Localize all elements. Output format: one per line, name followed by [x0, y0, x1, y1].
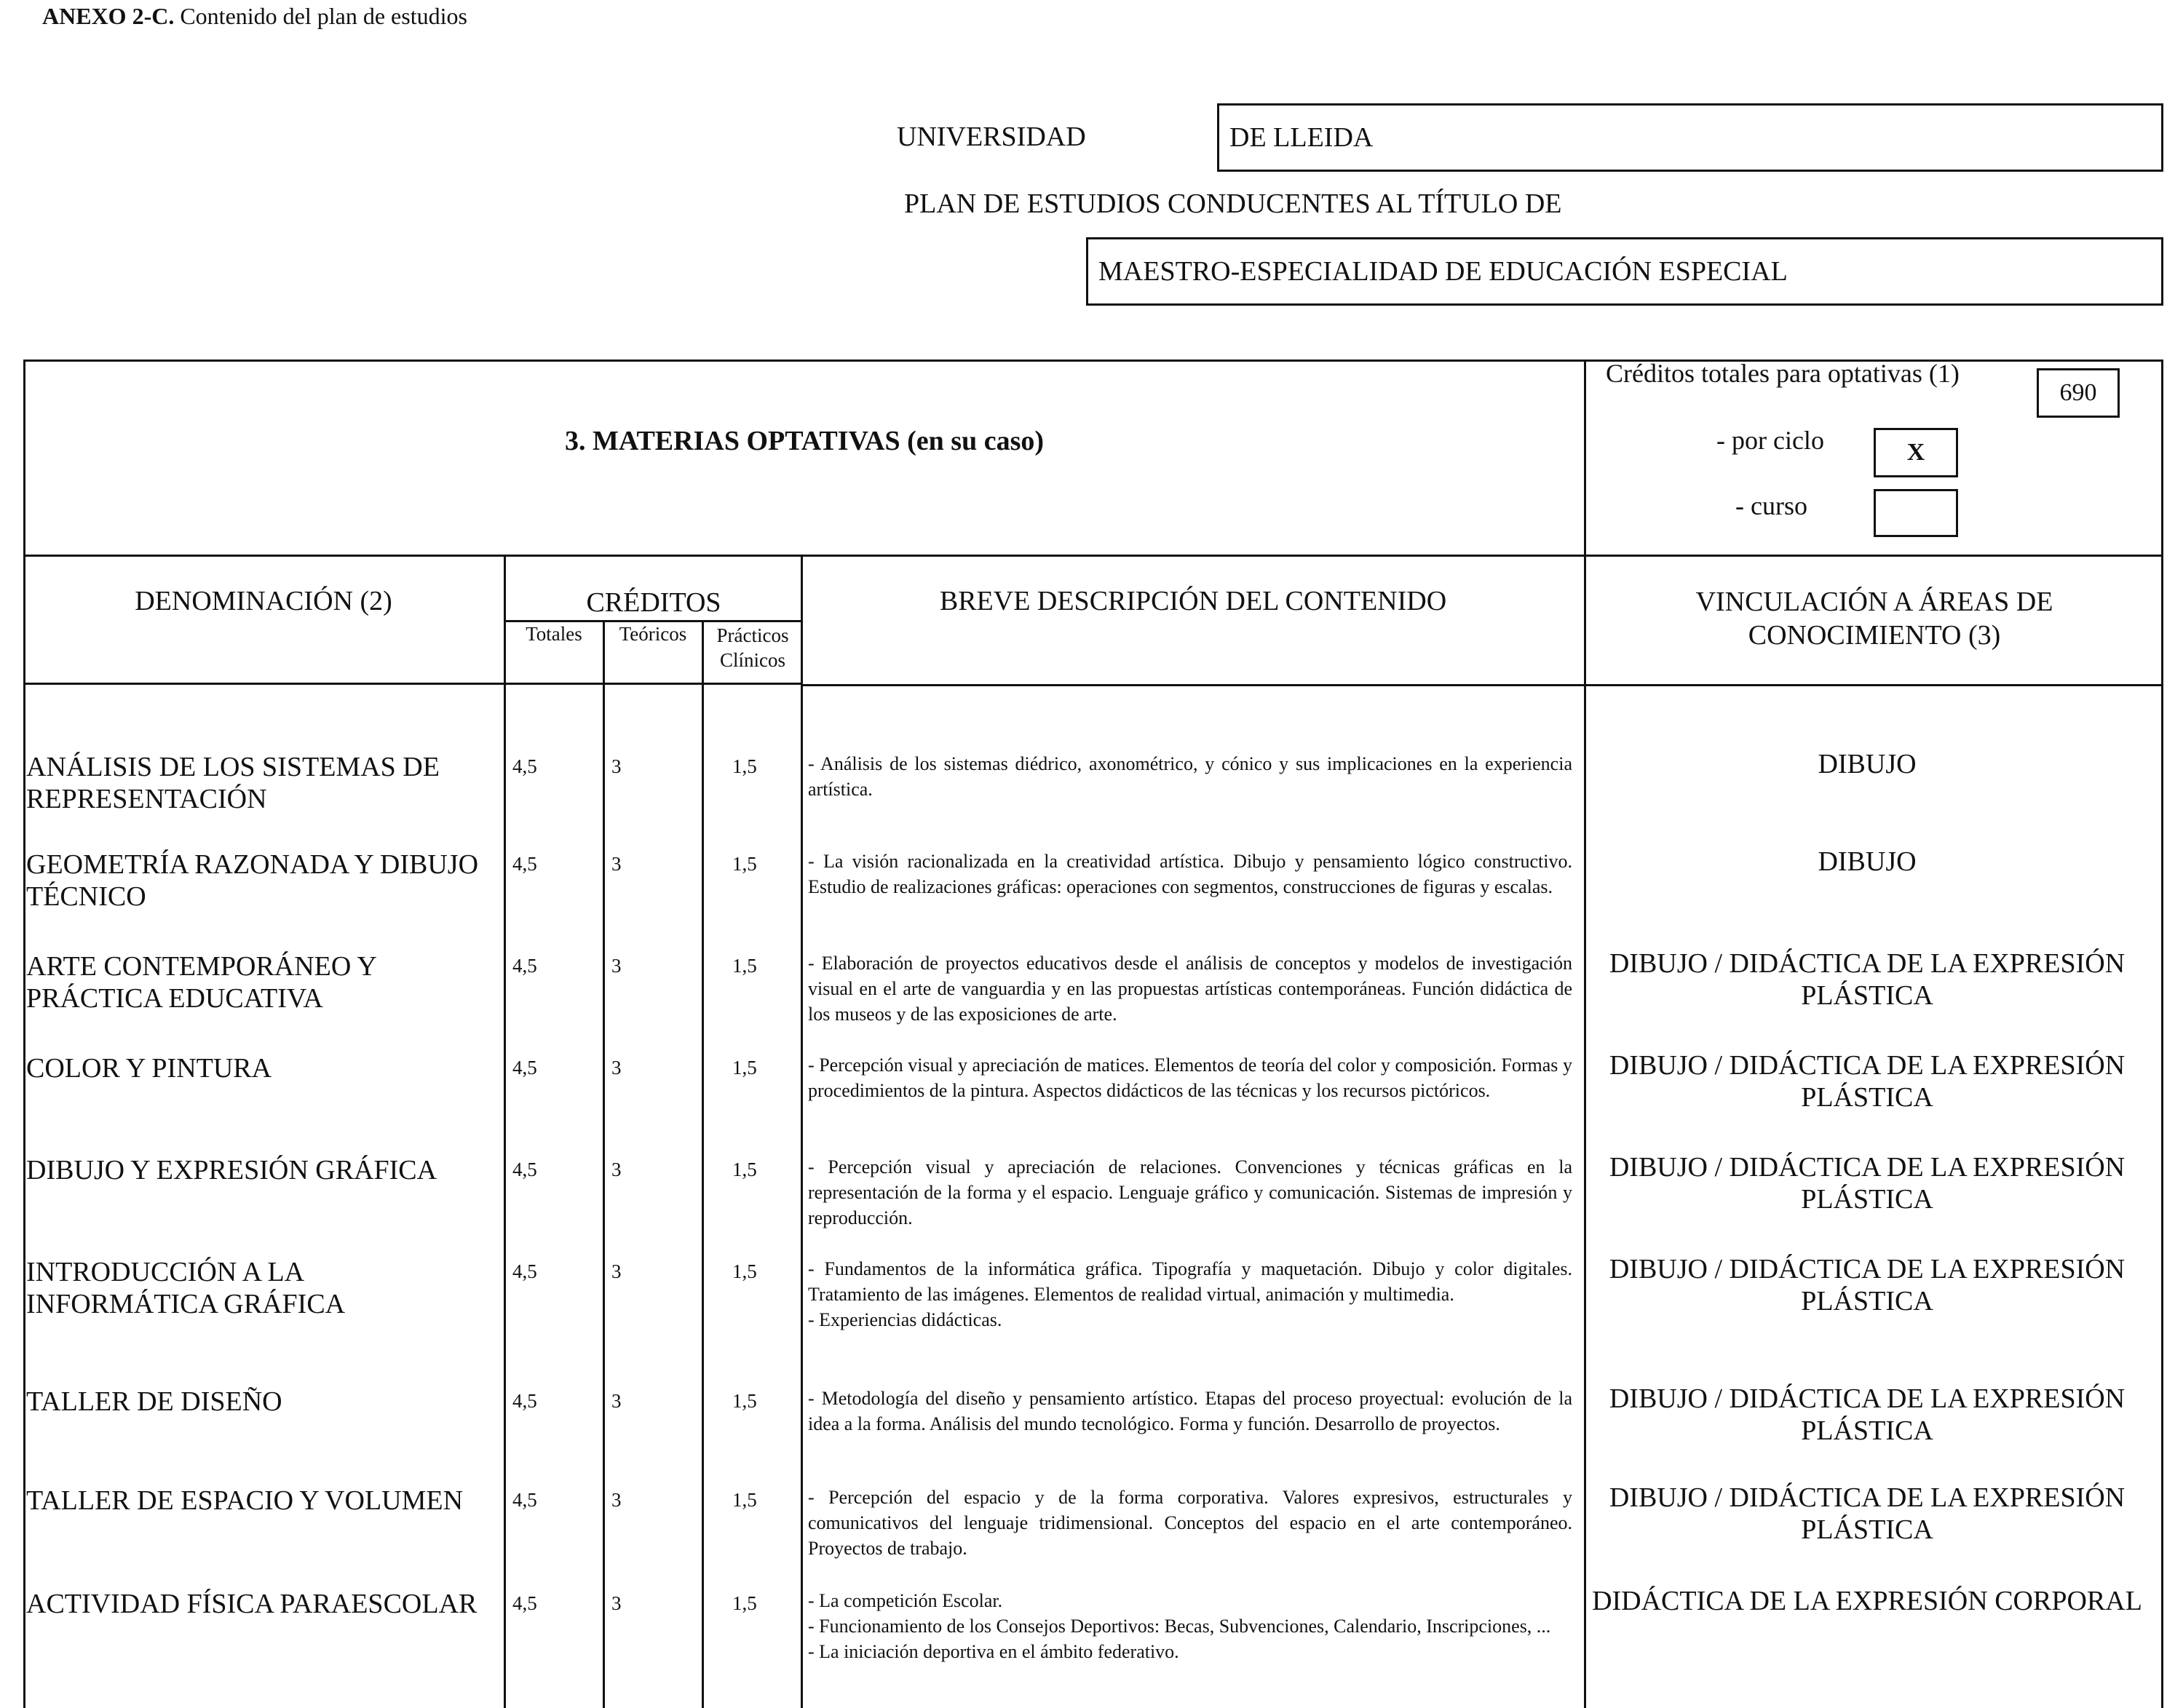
- divider-area-col: [1584, 360, 1586, 1708]
- header-bottom-line-left: [23, 683, 802, 685]
- subject-area: DIBUJO / DIDÁCTICA DE LA EXPRESIÓN PLÁSTICA: [1609, 948, 2126, 1011]
- subject-name: COLOR Y PINTURA: [26, 1053, 272, 1084]
- annex-number: ANEXO 2-C.: [42, 3, 175, 29]
- subject-description: - Fundamentos de la informática gráfica. Tipografía y maquetación. Dibujo y color digitales. Tratamiento de las imágenes. Elementos de realidad virtual, animación y multimedia. - Experiencias didácticas.: [808, 1258, 1572, 1330]
- col-creditos: CRÉDITOS: [586, 587, 721, 618]
- credits-teoricos: 3: [611, 1159, 622, 1180]
- subject-name: INTRODUCCIÓN A LA INFORMÁTICA GRÁFICA: [26, 1257, 346, 1319]
- col-vinculacion-line2: CONOCIMIENTO (3): [1748, 620, 2001, 651]
- universidad-box: [1217, 103, 2163, 172]
- subject-description: - La competición Escolar. - Funcionamiento de los Consejos Deportivos: Becas, Subvenciones, Calendario, Inscripciones, ... - La iniciación deportiva en el ámbito federativo.: [808, 1590, 1551, 1662]
- divider-totales-col: [603, 620, 605, 1708]
- annex-heading: [42, 3, 467, 30]
- credits-teoricos: 3: [611, 1260, 622, 1282]
- subject-name: DIBUJO Y EXPRESIÓN GRÁFICA: [26, 1155, 437, 1185]
- titulo-value: MAESTRO-ESPECIALIDAD DE EDUCACIÓN ESPECIAL: [1098, 256, 1788, 287]
- credits-practicos: 1,5: [732, 1159, 757, 1180]
- subject-description: - La visión racionalizada en la creatividad artística. Dibujo y pensamiento lógico constructivo. Estudio de realizaciones gráficas: operaciones con segmentos, construcciones de figuras y escalas.: [808, 851, 1572, 897]
- curso-box: [1874, 489, 1958, 537]
- subject-name: TALLER DE ESPACIO Y VOLUMEN: [26, 1485, 464, 1516]
- credits-totales: 4,5: [512, 1390, 537, 1412]
- col-denominacion: DENOMINACIÓN (2): [135, 586, 392, 616]
- col-vinculacion: [1585, 585, 2163, 652]
- subject-description: - Metodología del diseño y pensamiento artístico. Etapas del proceso proyectual: evolución de la idea a la forma. Análisis del mundo tecnológico. Forma y función. Desarrollo de proyectos.: [808, 1388, 1572, 1434]
- subject-description: - Elaboración de proyectos educativos desde el análisis de conceptos y modelos de investigación visual en el arte de vanguardia y en las propuestas artísticas contemporáneas. Función didáctica de los museos y de las exposiciones de arte.: [808, 953, 1572, 1025]
- col-descripcion: BREVE DESCRIPCIÓN DEL CONTENIDO: [939, 586, 1447, 616]
- credits-teoricos: 3: [611, 1489, 622, 1511]
- subject-area: DIBUJO: [1818, 749, 1917, 779]
- credits-practicos: 1,5: [732, 1592, 757, 1614]
- header-top-line: [23, 555, 2163, 557]
- col-practicos-line1: Prácticos: [716, 624, 789, 646]
- subject-name: ACTIVIDAD FÍSICA PARAESCOLAR: [26, 1589, 478, 1619]
- credits-totales: 4,5: [512, 955, 537, 977]
- credits-teoricos: 3: [611, 955, 622, 977]
- por-ciclo-value: X: [1906, 439, 1925, 466]
- section-title: 3. MATERIAS OPTATIVAS (en su caso): [564, 426, 1045, 456]
- subject-name: TALLER DE DISEÑO: [26, 1386, 282, 1417]
- credits-practicos: 1,5: [732, 1260, 757, 1282]
- credits-totales: 4,5: [512, 1260, 537, 1282]
- subject-area: DIBUJO / DIDÁCTICA DE LA EXPRESIÓN PLÁSTICA: [1609, 1050, 2126, 1113]
- plan-label: PLAN DE ESTUDIOS CONDUCENTES AL TÍTULO DE: [904, 188, 1562, 219]
- subject-area: DIBUJO / DIDÁCTICA DE LA EXPRESIÓN PLÁSTICA: [1609, 1482, 2126, 1545]
- por-ciclo-label: - por ciclo: [1716, 426, 1824, 455]
- subject-area: DIBUJO / DIDÁCTICA DE LA EXPRESIÓN PLÁSTICA: [1609, 1152, 2126, 1215]
- subject-description: - Percepción visual y apreciación de relaciones. Convenciones y técnicas gráficas en la representación de la forma y el espacio. Lenguaje gráfico y comunicación. Sistemas de impresión y reproducción.: [808, 1156, 1572, 1228]
- credits-teoricos: 3: [611, 755, 622, 777]
- credits-teoricos: 3: [611, 1057, 622, 1079]
- credits-totales: 4,5: [512, 1159, 537, 1180]
- creditos-totales-box: [2037, 368, 2120, 418]
- col-practicos-line2: Clínicos: [719, 649, 785, 671]
- titulo-box: [1086, 237, 2163, 306]
- credits-totales: 4,5: [512, 1592, 537, 1614]
- header-bottom-line-right: [802, 684, 2163, 686]
- col-totales: Totales: [526, 623, 582, 645]
- credits-practicos: 1,5: [732, 955, 757, 977]
- subject-name: GEOMETRÍA RAZONADA Y DIBUJO TÉCNICO: [26, 849, 479, 912]
- col-teoricos: Teóricos: [619, 623, 687, 645]
- credits-totales: 4,5: [512, 1489, 537, 1511]
- por-ciclo-box: [1874, 428, 1958, 477]
- creditos-totales-label: Créditos totales para optativas (1): [1606, 359, 1960, 388]
- credits-totales: 4,5: [512, 1057, 537, 1079]
- divider-teoricos-col: [702, 620, 704, 1708]
- subject-description: - Percepción del espacio y de la forma corporativa. Valores expresivos, estructurales y comunicativos del lenguaje tridimensional. Conceptos del espacio en el arte contemporáneo. Proyectos de trabajo.: [808, 1487, 1572, 1559]
- subject-description: - Análisis de los sistemas diédrico, axonométrico, y cónico y sus implicaciones en la experiencia artística.: [808, 753, 1572, 800]
- universidad-label: UNIVERSIDAD: [897, 122, 1086, 152]
- credits-practicos: 1,5: [732, 755, 757, 777]
- subject-area: DIBUJO / DIDÁCTICA DE LA EXPRESIÓN PLÁSTICA: [1609, 1383, 2126, 1446]
- subject-description: - Percepción visual y apreciación de matices. Elementos de teoría del color y composición. Formas y procedimientos de la pintura. Aspectos didácticos de las técnicas y los recursos pictóricos.: [808, 1054, 1572, 1101]
- subject-name: ANÁLISIS DE LOS SISTEMAS DE REPRESENTACIÓN: [26, 752, 440, 814]
- credits-practicos: 1,5: [732, 1390, 757, 1412]
- col-vinculacion-line1: VINCULACIÓN A ÁREAS DE: [1695, 587, 2053, 617]
- credits-practicos: 1,5: [732, 1057, 757, 1079]
- credits-teoricos: 3: [611, 853, 622, 875]
- curso-label: - curso: [1735, 491, 1807, 520]
- divider-creditos-col: [801, 555, 803, 1708]
- credits-practicos: 1,5: [732, 853, 757, 875]
- col-practicos: [703, 623, 802, 672]
- creditos-subline: [504, 620, 802, 622]
- universidad-value: DE LLEIDA: [1229, 122, 1374, 153]
- subject-name: ARTE CONTEMPORÁNEO Y PRÁCTICA EDUCATIVA: [26, 951, 376, 1014]
- subject-area: DIBUJO: [1818, 846, 1917, 877]
- annex-title: Contenido del plan de estudios: [180, 3, 467, 29]
- credits-totales: 4,5: [512, 755, 537, 777]
- subject-area: DIDÁCTICA DE LA EXPRESIÓN CORPORAL: [1592, 1586, 2142, 1616]
- credits-practicos: 1,5: [732, 1489, 757, 1511]
- divider-name-col: [504, 555, 506, 1708]
- subject-area: DIBUJO / DIDÁCTICA DE LA EXPRESIÓN PLÁSTICA: [1609, 1254, 2126, 1316]
- creditos-totales-value: 690: [2059, 379, 2097, 406]
- credits-totales: 4,5: [512, 853, 537, 875]
- credits-teoricos: 3: [611, 1390, 622, 1412]
- credits-teoricos: 3: [611, 1592, 622, 1614]
